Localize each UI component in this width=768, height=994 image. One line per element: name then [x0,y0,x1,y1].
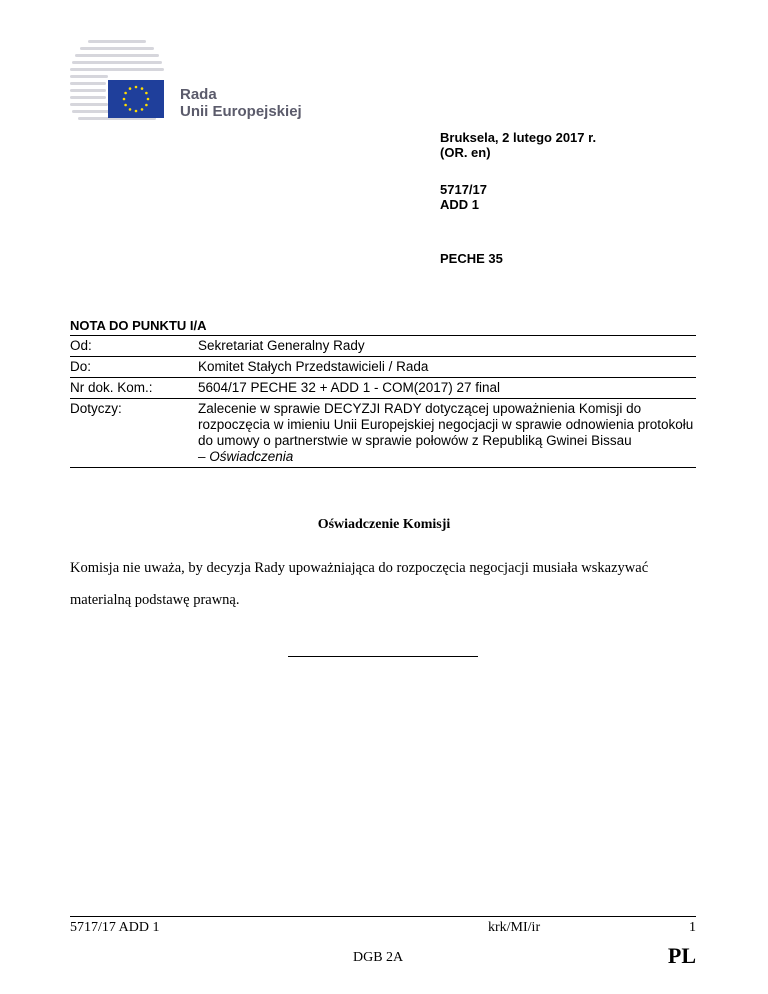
eu-star-icon [135,110,138,113]
peche-code: PECHE 35 [440,251,503,266]
eu-star-icon [129,87,132,90]
statement-text: Komisja nie uważa, by decyzja Rady upoważniająca do rozpoczęcia negocjacji musiała wskazywać materialną podstawę prawną. [70,560,649,608]
eu-star-icon [145,92,148,95]
eu-star-icon [145,104,148,107]
subject-text: Zalecenie w sprawie DECYZJI RADY dotyczącej upoważnienia Komisji do rozpoczęcia w imieniu Unii Europejskiej negocjacji w sprawie odnowienia protokołu do umowy o partnerstwie w sprawie połowów z Republiką Gwinei Bissau [198,401,694,448]
org-line-2: Unii Europejskiej [180,103,302,120]
original-language: (OR. en) [440,145,491,160]
row-label-from: Od: [70,338,92,353]
table-row [70,398,696,467]
table-row [70,377,696,398]
eu-star-icon [123,98,126,101]
note-table [70,335,696,468]
row-value-com-doc: 5604/17 PECHE 32 + ADD 1 - COM(2017) 27 final [198,380,501,395]
separator-line [288,656,478,657]
footer-doc-number: 5717/17 ADD 1 [70,920,160,935]
eu-star-icon [129,108,132,111]
eu-star-icon [124,104,127,107]
table-bottom-rule [70,467,696,468]
note-title: NOTA DO PUNKTU I/A [70,318,207,333]
row-value-subject [198,401,696,465]
row-label-subject: Dotyczy: [70,401,122,416]
footer-unit: DGB 2A [353,950,404,965]
row-label-to: Do: [70,359,92,374]
table-row [70,356,696,377]
footer-initials: krk/MI/ir [488,920,541,935]
eu-star-icon [141,87,144,90]
table-row [70,335,696,356]
organization-name [180,86,302,120]
document-date: Bruksela, 2 lutego 2017 r. [440,130,597,145]
date-block [440,130,596,160]
eu-star-icon [135,86,138,89]
org-line-1: Rada [180,86,217,103]
row-value-to: Komitet Stałych Przedstawicieli / Rada [198,359,429,374]
row-value-from: Sekretariat Generalny Rady [198,338,365,353]
row-label-com-doc: Nr dok. Kom.: [70,380,153,395]
eu-star-icon [141,108,144,111]
statement-title: Oświadczenie Komisji [317,517,451,532]
footer-page-number: 1 [689,920,696,935]
footer-rule [70,916,696,917]
addendum-number: ADD 1 [440,197,480,212]
eu-star-icon [124,92,127,95]
eu-star-icon [147,98,150,101]
document-number-block [440,182,487,212]
footer-language: PL [667,943,696,968]
subject-code [440,251,503,266]
subject-extra: – Oświadczenia [198,449,294,464]
document-number: 5717/17 [440,182,487,197]
